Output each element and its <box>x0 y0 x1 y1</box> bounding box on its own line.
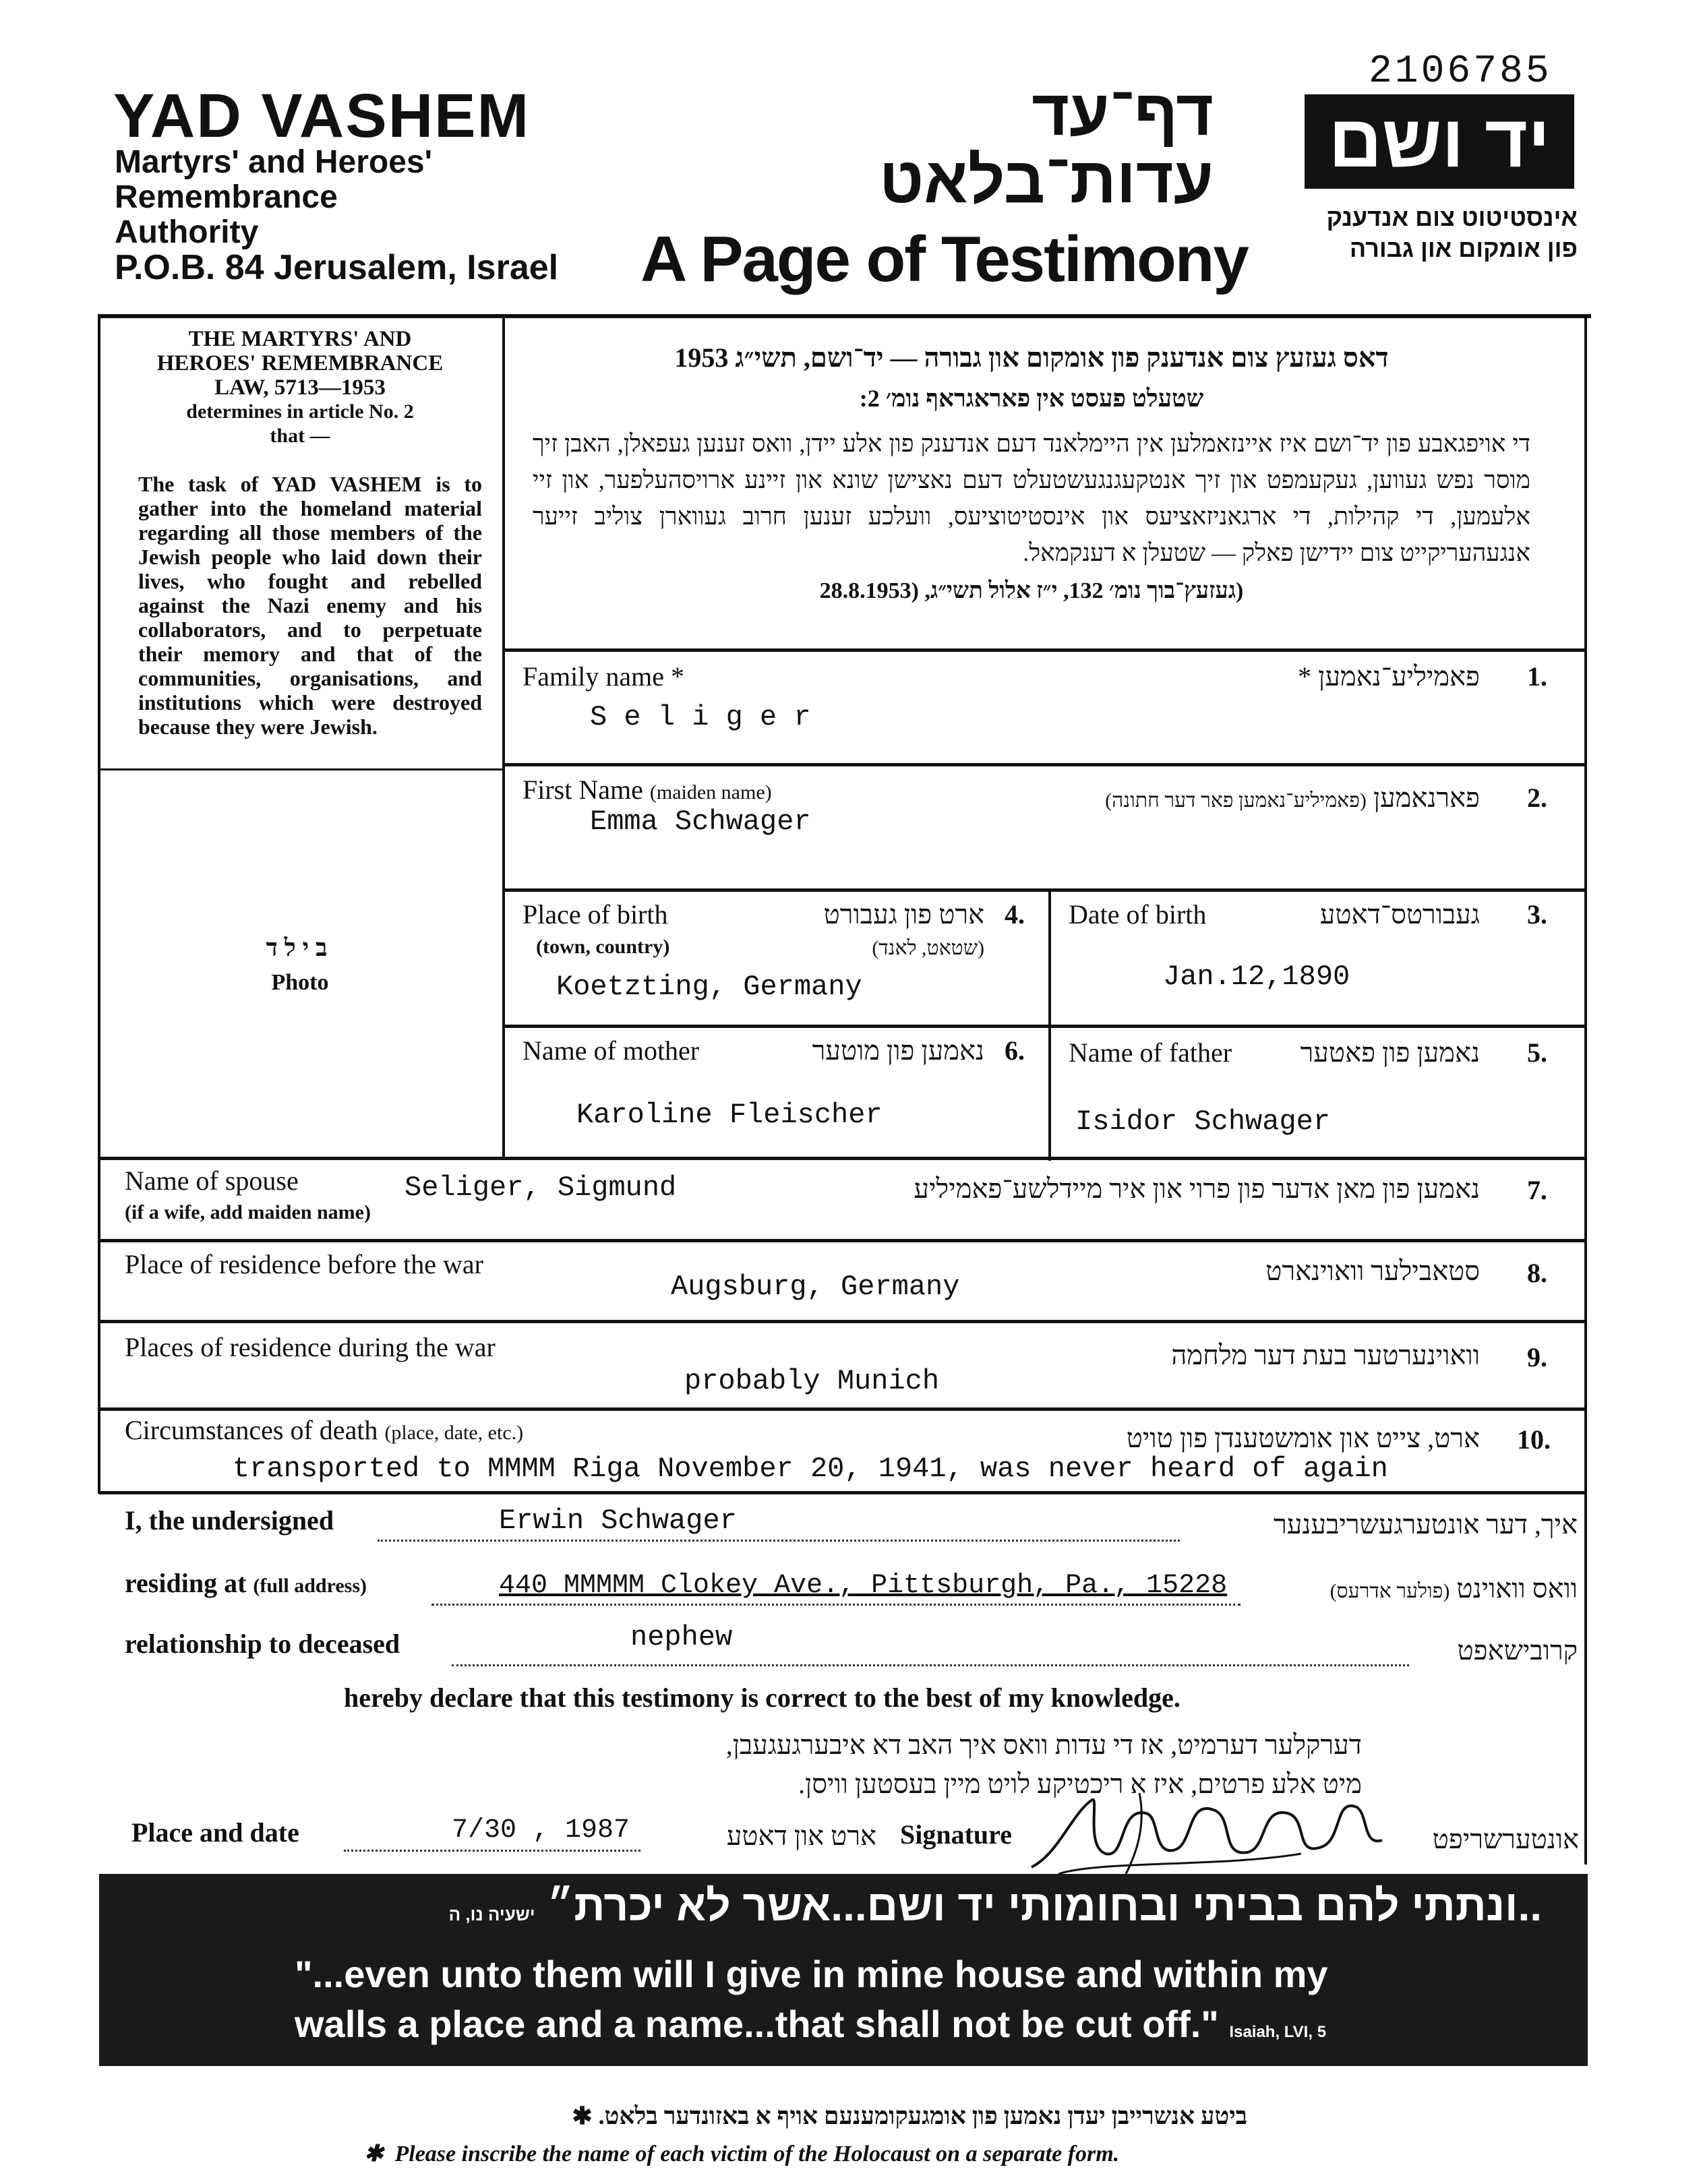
footer-english: ✱ Please inscribe the name of each victim of the Holocaust on a separate form. <box>364 2142 1120 2166</box>
death-label-text: Circumstances of death <box>125 1415 378 1445</box>
row-divider <box>99 1407 1586 1411</box>
field-number: 7. <box>1527 1175 1547 1205</box>
row-divider <box>99 1320 1586 1323</box>
place-of-birth-value[interactable]: Koetzting, Germany <box>556 971 862 1003</box>
death-label <box>125 1414 523 1446</box>
first-name-label <box>522 774 772 806</box>
residence-before-label: Place of residence before the war <box>125 1249 483 1279</box>
frame-left-upper <box>98 314 100 1157</box>
family-name-value[interactable]: S e l i g e r <box>590 701 811 733</box>
place-of-birth-label-small: (town, country) <box>536 936 670 958</box>
family-name-yiddish: פאמיליע־נאמען * <box>1298 661 1480 692</box>
yiddish-law-line1: דאס געזעץ צום אנדענק פון אומקום און גבורה — יד־ושם, תשי״ג 1953 <box>674 342 1389 373</box>
row-divider <box>99 1491 1586 1494</box>
row-divider <box>99 1239 1586 1242</box>
yiddish-title <box>775 77 1214 216</box>
footer-yiddish: ביטע אנשרייבן יעדן נאמען פון אומגעקומענעם אויף א באזונדער בלאט. ✱ <box>572 2102 1247 2129</box>
signature-label: Signature <box>900 1819 1012 1850</box>
relationship-yiddish: קרובישאפט <box>1457 1635 1578 1666</box>
page-title: A Page of Testimony <box>640 223 1248 295</box>
family-name-label: Family name * <box>522 661 684 692</box>
death-value[interactable]: transported to MMMM Riga November 20, 1941, was never heard of again <box>233 1453 1388 1485</box>
residing-label <box>125 1567 367 1599</box>
row-divider <box>504 888 1586 892</box>
place-date-yiddish: ארט און דאטע <box>726 1821 876 1851</box>
org-line: Remembrance <box>115 179 338 215</box>
field-number: 6. <box>1005 1035 1025 1066</box>
logo-caption <box>1281 202 1578 264</box>
place-of-birth-label: Place of birth <box>522 899 668 930</box>
banner-ref: Isaiah, LVI, 5 <box>1229 2023 1327 2041</box>
field-number: 10. <box>1517 1424 1551 1455</box>
relationship-label: relationship to deceased <box>125 1629 400 1659</box>
relationship-value[interactable]: nephew <box>630 1621 733 1654</box>
field-number: 5. <box>1527 1037 1547 1068</box>
yiddish-law-body: די אויפגאבע פון יד־ושם איז איינזאמלען אין היימלאנד דעם אנדענק פון אלע יידן, וואס זענען געפאלן, האבן זיך מוסר נפש געווען, געקעמפט און זיך אנטקעגנגעשטעלט דעם נאצישן שונא און זיינע ארויסהעלפער, און זיי אלעמען, די קהילות, די ארגאניזאציעס און אינסטיטוציעס, וועלכע זענען חרוב געווארן צוליב זייער אנגעהעריקייט צום יידישן פאלק — שטעלן א דענקמאל. <box>533 430 1530 566</box>
yiddish-title-1: דף־עד <box>1032 77 1214 149</box>
undersigned-label: I, the undersigned <box>125 1505 334 1536</box>
death-yiddish: ארט, צייט און אומשטענדן פון טויט <box>1126 1423 1480 1453</box>
first-name-value[interactable]: Emma Schwager <box>590 806 811 838</box>
first-name-yiddish-text: פארנאמען <box>1373 783 1480 813</box>
residence-during-yiddish: וואוינערטער בעת דער מלחמה <box>1171 1340 1480 1370</box>
yad-vashem-logo <box>1305 94 1574 189</box>
spouse-yiddish: נאמען פון מאן אדער פון פרוי און איר מיידלשע־פאמיליע <box>914 1174 1480 1204</box>
frame-top <box>98 314 1591 318</box>
yiddish-law-ref: (געזעץ־בוך נומ׳ 132, י״ז אלול תשי״ג, (28.8.1953 <box>819 578 1244 603</box>
law-line: determines in article No. 2 <box>186 400 414 423</box>
law-box-heading <box>108 327 492 448</box>
signature-image <box>1018 1773 1396 1887</box>
banner-english-1: "...even unto them will I give in mine house and within my <box>295 1953 1328 1995</box>
residing-value[interactable]: 440 MMMMM Clokey Ave., Pittsburgh, Pa., 15228 <box>499 1571 1228 1601</box>
org-name: YAD VASHEM <box>113 82 531 150</box>
org-address: P.O.B. 84 Jerusalem, Israel <box>115 248 559 287</box>
yiddish-statement-1: דערקלער דערמיט, אז די עדות וואס איך האב דא איבערגעגעבן, <box>725 1730 1362 1760</box>
photo-column-divider <box>502 314 505 1157</box>
photo-label: Photo <box>271 970 329 995</box>
declaration-statement: hereby declare that this testimony is correct to the best of my knowledge. <box>344 1682 1181 1713</box>
frame-right <box>1584 314 1587 1864</box>
law-box-divider <box>99 768 504 770</box>
spouse-label: Name of spouse <box>125 1165 299 1196</box>
place-date-value[interactable]: 7/30 , 1987 <box>452 1815 630 1846</box>
residing-label-text: residing at <box>125 1568 247 1598</box>
residing-yiddish-small: (פולער אדרעס) <box>1329 1580 1450 1602</box>
father-label: Name of father <box>1069 1037 1232 1068</box>
row-divider <box>504 1025 1586 1028</box>
field-number: 3. <box>1527 899 1547 930</box>
residence-during-label: Places of residence during the war <box>125 1332 496 1362</box>
law-box-text: The task of YAD VASHEM is to gather into the homeland material regarding all those members of the Jewish people who laid down their lives, who fought and rebelled against the Nazi enemy and his collaborators, and to perpetuate their memory and that of the communities, organisations, and institutions which were destroyed because they were Jewish. <box>138 472 482 739</box>
field-number: 8. <box>1527 1258 1547 1288</box>
undersigned-line <box>378 1510 1180 1542</box>
spouse-label-small: (if a wife, add maiden name) <box>125 1201 371 1223</box>
row-divider <box>99 1157 1586 1160</box>
serial-number: 2106785 <box>1369 50 1552 94</box>
law-line: that — <box>270 425 330 447</box>
residence-before-value[interactable]: Augsburg, Germany <box>671 1271 960 1303</box>
residing-label-small: (full address) <box>253 1575 367 1597</box>
logo-text: יד ושם <box>1328 100 1551 183</box>
date-of-birth-yiddish: געבורטס־דאטע <box>1319 899 1480 930</box>
date-of-birth-value[interactable]: Jan.12,1890 <box>1163 961 1350 993</box>
footer-yiddish-text: ביטע אנשרייבן יעדן נאמען פון אומגעקומענעם אויף א באזונדער בלאט. <box>598 2102 1247 2129</box>
law-line: THE MARTYRS' AND <box>188 327 412 351</box>
field-number: 4. <box>1005 899 1025 930</box>
photo-placeholder <box>108 934 492 996</box>
residence-during-value[interactable]: probably Munich <box>684 1365 940 1397</box>
place-of-birth-yiddish-small: (שטאט, לאנד) <box>872 937 984 959</box>
yiddish-statement-2: מיט אלע פרטים, איז א ריכטיקע לויט מיין בעסטען וויסן. <box>798 1769 1362 1799</box>
banner-hebrew <box>274 1881 1542 1931</box>
spouse-value[interactable]: Seliger, Sigmund <box>405 1172 677 1204</box>
banner-hebrew-text: ..ונתתי להם בביתי ובחומותי יד ושם...אשר לא יכרת״ <box>547 1881 1542 1930</box>
first-name-label-text: First Name <box>522 775 643 805</box>
org-line: Authority <box>115 214 259 250</box>
signature-yiddish: אונטערשריפט <box>1432 1824 1579 1854</box>
org-lines <box>115 145 558 285</box>
org-line: Martyrs' and Heroes' <box>115 144 432 180</box>
row-divider <box>504 763 1586 766</box>
mother-label: Name of mother <box>522 1035 700 1066</box>
death-label-small: (place, date, etc.) <box>384 1422 524 1444</box>
field-number: 1. <box>1527 661 1547 692</box>
field-number: 2. <box>1527 783 1547 813</box>
date-of-birth-label: Date of birth <box>1069 899 1207 930</box>
scripture-banner <box>99 1874 1588 2066</box>
banner-english-2: walls a place and a name...that shall not be cut off." <box>295 2003 1219 2045</box>
father-value[interactable]: Isidor Schwager <box>1075 1105 1331 1138</box>
row-divider <box>504 648 1586 652</box>
field-number: 9. <box>1527 1342 1547 1372</box>
yiddish-title-2: עדות־בלאט <box>879 144 1214 216</box>
residing-yiddish-text: וואס וואוינט <box>1456 1573 1578 1604</box>
place-date-label: Place and date <box>131 1817 299 1848</box>
undersigned-yiddish: איך, דער אונטערגעשריבענער <box>1274 1509 1578 1540</box>
undersigned-value[interactable]: Erwin Schwager <box>499 1505 737 1537</box>
logo-caption-2: פון אומקום און גבורה <box>1349 235 1578 262</box>
logo-caption-1: אינסטיטוט צום אנדענק <box>1326 204 1578 231</box>
banner-hebrew-ref: ישעיה נו, ה <box>448 1904 535 1924</box>
residence-before-yiddish: סטאבילער וואוינארט <box>1265 1256 1480 1286</box>
place-of-birth-yiddish: ארט פון געבורט <box>823 899 984 930</box>
mother-yiddish: נאמען פון מוטער <box>812 1035 984 1066</box>
yiddish-law-line2: שטעלט פעסט אין פאראגראף נומ׳ 2: <box>859 385 1204 412</box>
father-yiddish: נאמען פון פאטער <box>1300 1037 1480 1068</box>
law-line: LAW, 5713—1953 <box>214 375 386 400</box>
frame-left-lower <box>98 1157 100 1494</box>
yiddish-law <box>533 340 1530 609</box>
photo-hebrew: בילד <box>266 934 334 961</box>
law-line: HEROES' REMEMBRANCE <box>156 351 444 375</box>
relationship-line <box>452 1635 1409 1666</box>
first-name-yiddish-small: (פאמיליע־נאמען פאר דער חתונה) <box>1105 789 1367 812</box>
residing-yiddish <box>1261 1573 1578 1604</box>
mother-value[interactable]: Karoline Fleischer <box>576 1099 883 1131</box>
first-name-label-small: (maiden name) <box>649 781 772 803</box>
footer-english-text: Please inscribe the name of each victim of the Holocaust on a separate form. <box>394 2142 1120 2166</box>
banner-english <box>295 1949 1328 2057</box>
